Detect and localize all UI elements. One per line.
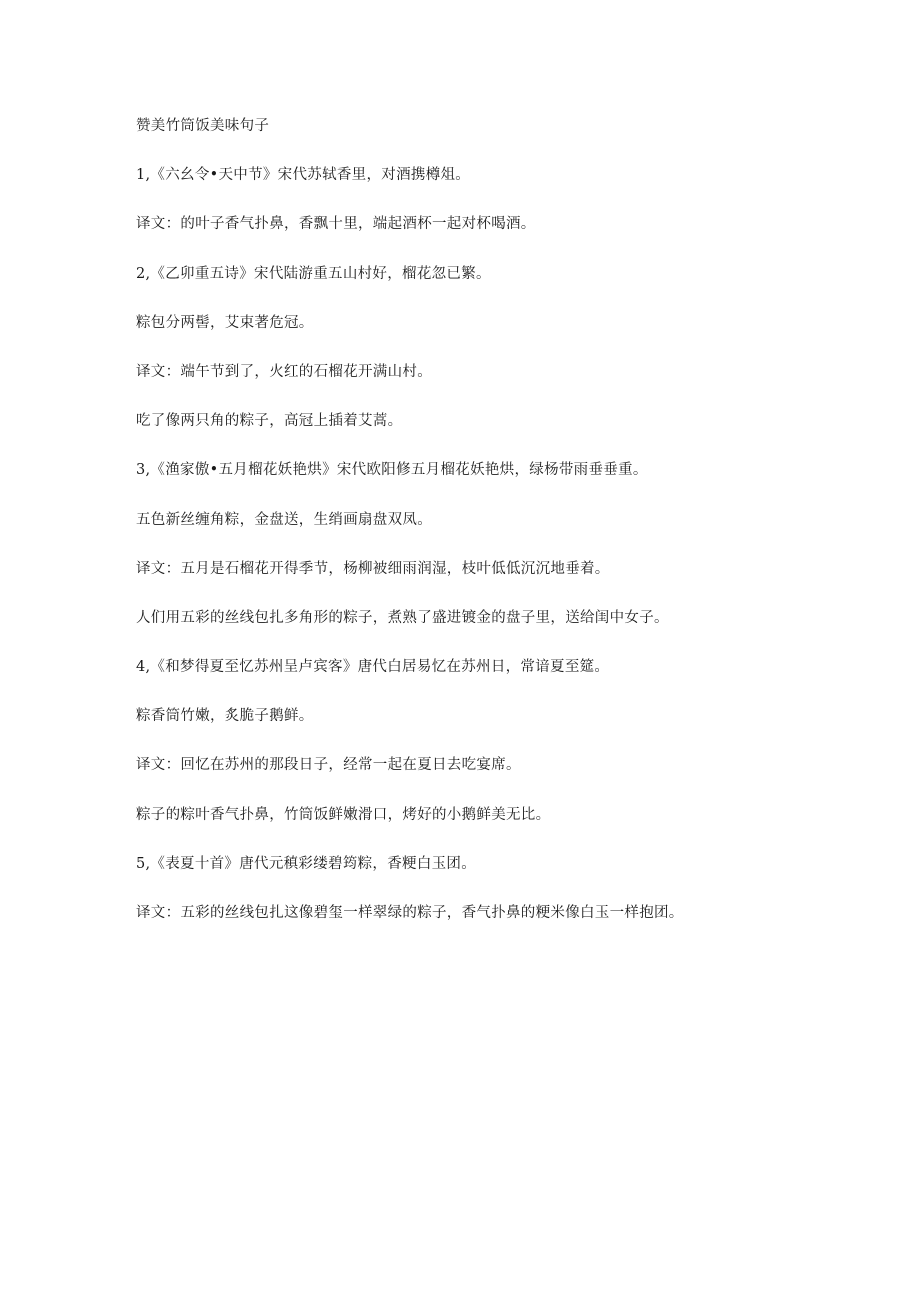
poem-4-heading: 4,《和梦得夏至忆苏州呈卢宾客》唐代白居易忆在苏州日，常谙夏至筵。 [136,659,610,676]
poem-1-heading: 1,《六幺令•天中节》宋代苏轼香里，对酒携樽俎。 [136,167,471,184]
poem-2-verse: 粽包分两髻，艾束著危冠。 [136,314,314,331]
poem-4-verse: 粽香筒竹嫩，炙脆子鹅鲜。 [136,708,314,725]
document-body [136,112,836,948]
poem-5-translation: 译文：五彩的丝线包扎这像碧玺一样翠绿的粽子，香气扑鼻的粳米像白玉一样抱团。 [136,905,684,921]
poem-5-heading: 5,《表夏十首》唐代元稹彩缕碧筠粽，香粳白玉团。 [136,855,477,872]
poem-3-heading: 3,《渔家傲•五月榴花妖艳烘》宋代欧阳修五月榴花妖艳烘，绿杨带雨垂垂重。 [136,462,648,479]
poem-4-translation-cont: 粽子的粽叶香气扑鼻，竹筒饭鲜嫩滑口，烤好的小鹅鲜美无比。 [136,806,551,823]
poem-2-heading: 2,《乙卯重五诗》宋代陆游重五山村好，榴花忽已繁。 [136,265,491,282]
poem-3-translation-cont: 人们用五彩的丝线包扎多角形的粽子，煮熟了盛进镀金的盘子里，送给闺中女子。 [136,609,669,626]
poem-1-translation: 译文：的叶子香气扑鼻，香飘十里，端起酒杯一起对杯喝酒。 [136,216,536,233]
poem-3-verse: 五色新丝缠角粽，金盘送，生绡画扇盘双凤。 [136,511,432,528]
poem-2-translation-cont: 吃了像两只角的粽子，高冠上插着艾蒿。 [136,413,403,430]
poem-2-translation: 译文：端午节到了，火红的石榴花开满山村。 [136,363,432,380]
poem-4-translation: 译文：回忆在苏州的那段日子，经常一起在夏日去吃宴席。 [136,757,521,774]
poem-3-translation: 译文：五月是石榴花开得季节，杨柳被细雨润湿，枝叶低低沉沉地垂着。 [136,560,610,577]
document-title: 赞美竹筒饭美味句子 [136,118,270,134]
